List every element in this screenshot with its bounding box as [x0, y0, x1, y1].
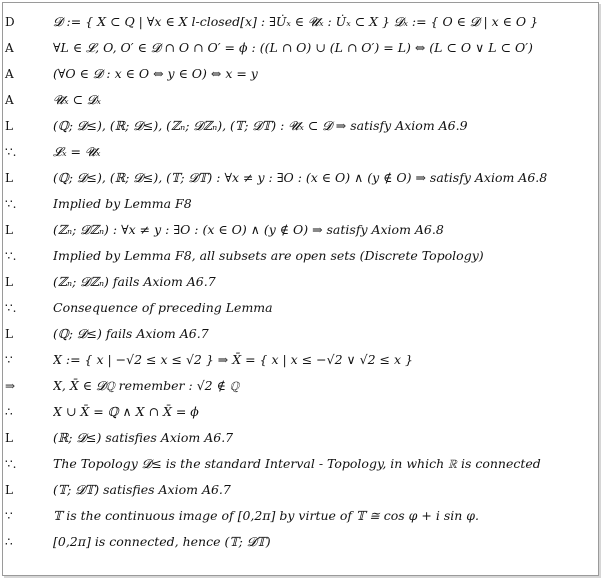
line-text: (ℤₙ; 𝓓ℤₙ) fails Axiom A6.7	[53, 274, 216, 289]
line-tag: A	[5, 93, 14, 107]
reason-line	[3, 139, 600, 165]
line-text: X, X̄ ∈ 𝓓ℚ remember : √2 ∉ ℚ	[53, 378, 239, 393]
line-tag: L	[5, 327, 13, 341]
line-tag: ∵.	[5, 301, 17, 315]
line-tag: L	[5, 483, 13, 497]
lemma-line	[3, 113, 600, 139]
line-tag: A	[5, 41, 14, 55]
line-text: Implied by Lemma F8	[53, 196, 192, 211]
line-text: 𝓤̇ₓ ⊂ 𝓓ₓ	[53, 92, 101, 107]
line-text: 𝓓 := { X ⊂ Q | ∀x ∈ X l-closed[x] : ∃U̇ₓ ∈ 𝓤̇ₓ : U̇ₓ ⊂ X } 𝓓ₓ := { O ∈ 𝓓 | x ∈ O }	[53, 14, 539, 29]
reason-line	[3, 295, 600, 321]
lemma-line	[3, 425, 600, 451]
axiom-line	[3, 61, 600, 87]
lemma-line	[3, 321, 600, 347]
reason-line	[3, 451, 600, 477]
because-line	[3, 347, 600, 373]
line-tag: L	[5, 119, 13, 133]
line-text: X ∪ X̄ = ℚ ∧ X ∩ X̄ = ϕ	[53, 404, 199, 419]
therefore-line	[3, 399, 600, 425]
implies-line	[3, 373, 600, 399]
lemma-line	[3, 165, 600, 191]
line-text: Implied by Lemma F8, all subsets are open sets (Discrete Topology)	[53, 248, 484, 263]
line-tag: L	[5, 275, 13, 289]
line-tag: L	[5, 223, 13, 237]
reason-line	[3, 243, 600, 269]
line-tag: ∵.	[5, 145, 17, 159]
lemma-document	[3, 3, 598, 575]
line-text: ∀L ∈ 𝓛, O, O′ ∈ 𝓓 ∩ O ∩ O′ = ϕ : ((L ∩ O) ∪ (L ∩ O′) = L) ⇔ (L ⊂ O ∨ L ⊂ O′)	[53, 40, 533, 55]
line-tag: ∵.	[5, 457, 17, 471]
lemma-line	[3, 217, 600, 243]
line-tag: A	[5, 67, 14, 81]
document-frame	[2, 2, 599, 576]
line-text: (ℚ; 𝓓≤), (ℝ; 𝓓≤), (ℤₙ; 𝓓ℤₙ), (𝕋; 𝓓𝕋) : 𝓤̇ₓ ⊂ 𝓓 ⇒ satisfy Axiom A6.9	[53, 118, 468, 133]
line-text: (ℚ; 𝓓≤), (ℝ; 𝓓≤), (𝕋; 𝓓𝕋) : ∀x ≠ y : ∃O : (x ∈ O) ∧ (y ∉ O) ⇒ satisfy Axiom A6.8	[53, 170, 548, 185]
line-text: 𝕋 is the continuous image of [0,2π] by virtue of 𝕋 ≅ cos φ + i sin φ.	[53, 508, 479, 523]
because-line	[3, 503, 600, 529]
line-text: (ℝ; 𝓓≤) satisfies Axiom A6.7	[53, 430, 234, 445]
lemma-line	[3, 269, 600, 295]
line-text: [0,2π] is connected, hence (𝕋; 𝓓𝕋)	[53, 534, 271, 549]
line-tag: ∴	[5, 535, 13, 549]
lemma-line	[3, 477, 600, 503]
line-tag: ∵	[5, 353, 13, 367]
therefore-line	[3, 529, 600, 555]
line-text: (𝕋; 𝓓𝕋) satisfies Axiom A6.7	[53, 482, 231, 497]
line-tag: L	[5, 431, 13, 445]
line-tag: ∴	[5, 405, 13, 419]
line-text: X := { x | −√2 ≤ x ≤ √2 } ⇒ X̄ = { x | x ≤ −√2 ∨ √2 ≤ x }	[53, 352, 413, 367]
line-text: (ℤₙ; 𝓓ℤₙ) : ∀x ≠ y : ∃O : (x ∈ O) ∧ (y ∉ O) ⇒ satisfy Axiom A6.8	[53, 222, 444, 237]
axiom-line	[3, 35, 600, 61]
line-tag: ∵	[5, 509, 13, 523]
line-tag: ∵.	[5, 249, 17, 263]
line-tag: D	[5, 15, 15, 29]
reason-line	[3, 191, 600, 217]
line-text: 𝓛̇ₓ = 𝓤̇ₓ	[53, 144, 101, 159]
axiom-line	[3, 87, 600, 113]
line-tag: ⇒	[5, 379, 16, 393]
line-text: (ℚ; 𝓓≤) fails Axiom A6.7	[53, 326, 209, 341]
line-text: The Topology 𝓓≤ is the standard Interval - Topology, in which ℝ is connected	[53, 456, 541, 471]
definition-line	[3, 9, 600, 35]
line-tag: L	[5, 171, 13, 185]
line-tag: ∵.	[5, 197, 17, 211]
line-text: Consequence of preceding Lemma	[53, 300, 273, 315]
line-text: (∀O ∈ 𝓓 : x ∈ O ⇔ y ∈ O) ⇔ x = y	[53, 66, 258, 81]
